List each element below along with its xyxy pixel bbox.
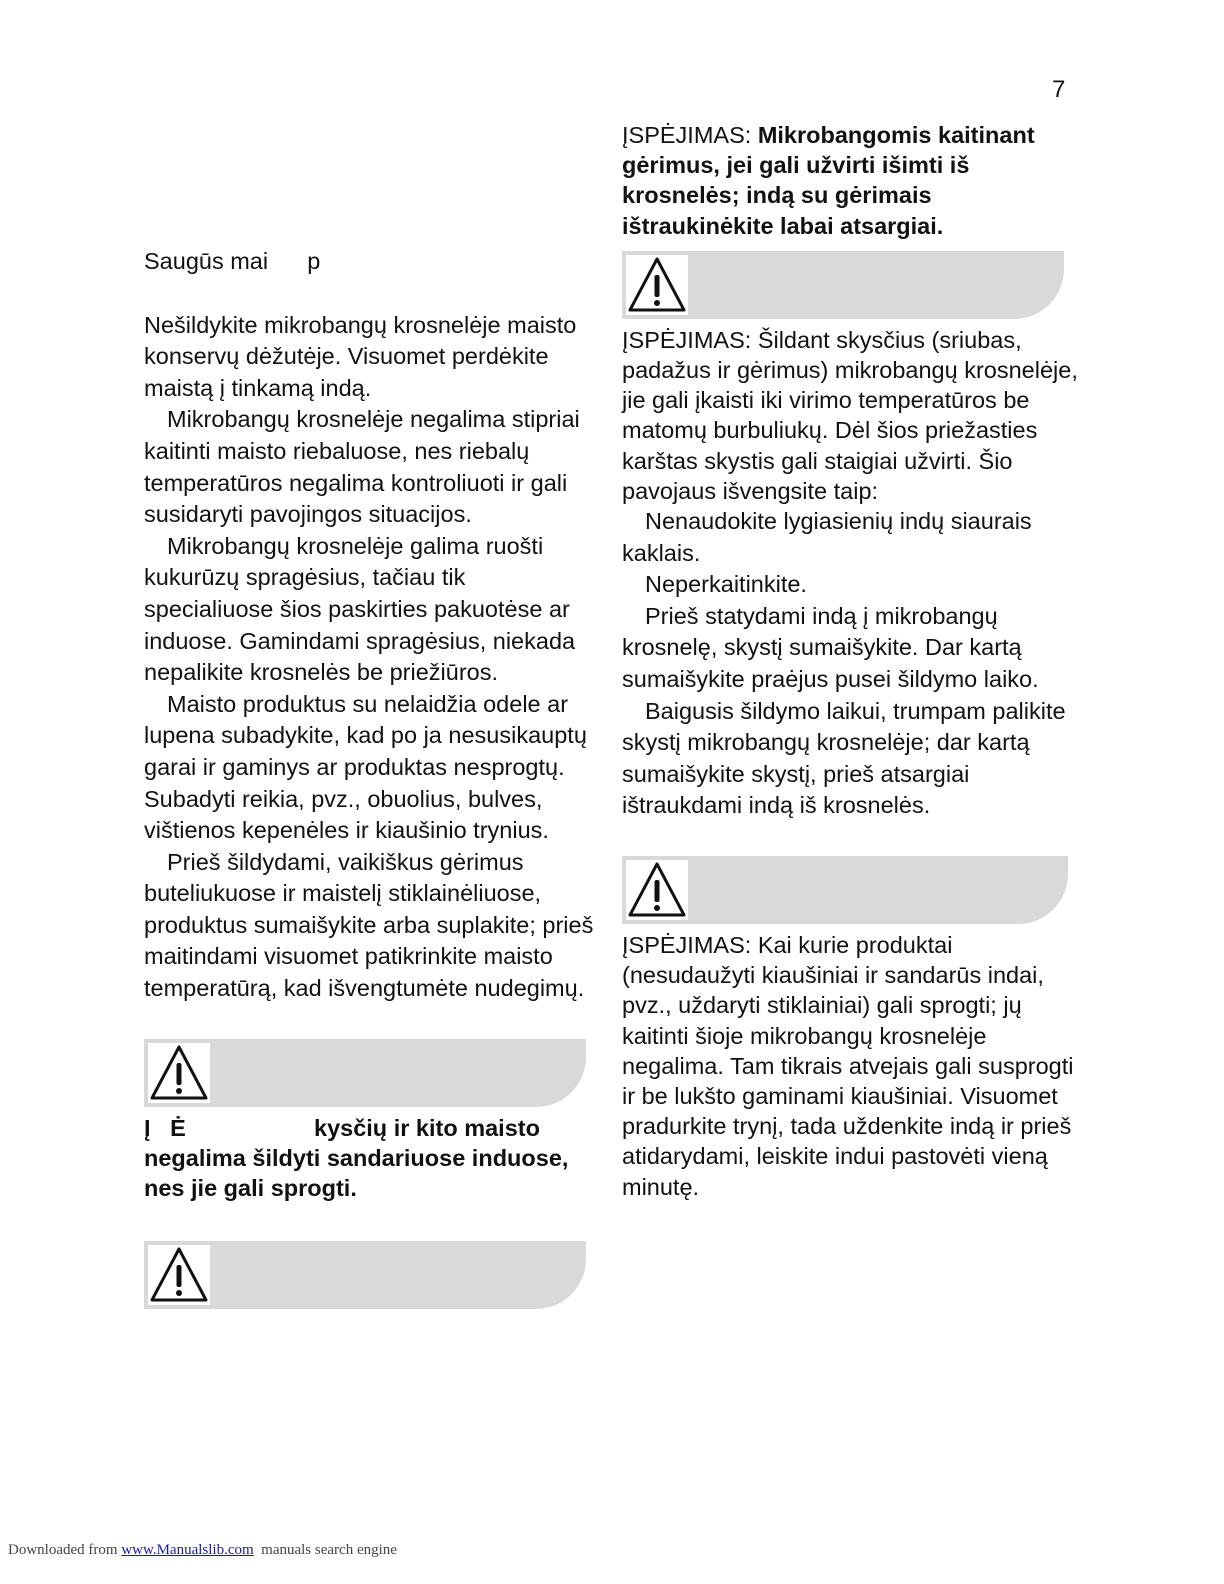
warning-triangle-icon bbox=[626, 860, 688, 920]
tip-item: Nenaudokite lygiasienių indų siaurais kaklais. bbox=[622, 508, 1032, 566]
warning-body: Mikrobangomis kaitinant gėrimus, jei gali užvirti išimti iš krosnelės; indą su gėrimais ištraukinėkite labai atsargiai. bbox=[622, 122, 1035, 239]
section-heading: Saugūs mai p bbox=[144, 248, 321, 274]
page-number: 7 bbox=[1052, 76, 1066, 103]
warning-text bbox=[144, 1113, 594, 1204]
tip-item: Baigusis šildymo laikui, trumpam palikite skystį mikrobangų krosnelėje; dar kartą sumaišykite skystį, prieš atsargiai ištraukdami indą iš krosnelės. bbox=[622, 697, 1066, 819]
warning-banner bbox=[144, 1241, 586, 1309]
warning-prefix: Į Ė bbox=[144, 1114, 186, 1141]
tip-item: Prieš statydami indą į mikrobangų krosnelę, skystį sumaišykite. Dar kartą sumaišykite praėjus pusei šildymo laiko. bbox=[622, 602, 1039, 692]
warning-triangle-icon bbox=[626, 255, 688, 315]
right-column bbox=[622, 120, 1082, 1202]
footer-prefix: Downloaded from bbox=[8, 1542, 122, 1558]
paragraph: Prieš šildydami, vaikiškus gėrimus buteliukuose ir maistelį stiklainėliuose, produktus sumaišykite arba suplakite; prieš maitindami visuomet patikrinkite maisto temperatūrą, kad išvengtumėte nudegimų. bbox=[144, 848, 594, 1002]
paragraph: Nešildykite mikrobangų krosnelėje maisto konservų dėžutėje. Visuomet perdėkite maistą į tinkamą indą. bbox=[144, 311, 577, 401]
warning-text bbox=[622, 120, 1082, 241]
manualslib-link[interactable]: www.Manualslib.com bbox=[121, 1542, 254, 1558]
paragraph: Mikrobangų krosnelėje galima ruošti kukurūzų spragėsius, tačiau tik specialiuose šios paskirties pakuotėse ar induose. Gamindami spragėsius, niekada nepalikite krosnelės be priežiūros. bbox=[144, 532, 576, 686]
warning-banner bbox=[622, 856, 1068, 924]
left-column bbox=[144, 246, 594, 1309]
paragraph: Mikrobangų krosnelėje negalima stipriai kaitinti maisto riebaluose, nes riebalų temperatūros negalima kontroliuoti ir gali susidaryti pavojingos situacijos. bbox=[144, 406, 580, 528]
footer-suffix: manuals search engine bbox=[253, 1542, 397, 1558]
download-footer bbox=[8, 1542, 397, 1559]
warning-banner bbox=[622, 251, 1064, 319]
warning-prefix: ĮSPĖJIMAS: bbox=[622, 122, 758, 148]
warning-triangle-icon bbox=[148, 1245, 210, 1305]
warning-triangle-icon bbox=[148, 1043, 210, 1103]
warning-text: ĮSPĖJIMAS: Šildant skysčius (sriubas, padažus ir gėrimus) mikrobangų krosnelėje, jie gali įkaisti iki virimo temperatūros be matomų burbuliukų. Dėl šios priežasties karštas skystis gali staigiai užvirti. Šio pavojaus išvengsite taip: bbox=[622, 326, 1078, 504]
warning-banner bbox=[144, 1039, 586, 1107]
tip-item: Neperkaitinkite. bbox=[645, 571, 807, 598]
warning-body: kysčių ir kito maisto negalima šildyti sandariuose induose, nes jie gali sprogti. bbox=[144, 1114, 569, 1202]
warning-text: ĮSPĖJIMAS: Kai kurie produktai (nesudaužyti kiaušiniai ir sandarūs indai, pvz., uždaryti stiklainiai) gali sprogti; jų kaitinti šioje mikrobangų krosnelėje negalima. Tam tikrais atvejais gali susprogti ir be lukšto gaminami kiaušiniai. Visuomet pradurkite trynį, tada uždenkite indą ir prieš atidarydami, leiskite indui pastovėti vieną minutę. bbox=[622, 931, 1074, 1200]
paragraph: Maisto produktus su nelaidžia odele ar lupena subadykite, kad po ja nesusikauptų garai ir gaminys ar produktas nesprogtų. Subadyti reikia, pvz., obuolius, bulves, vištienos kepenėles ir kiaušinio trynius. bbox=[144, 690, 587, 844]
